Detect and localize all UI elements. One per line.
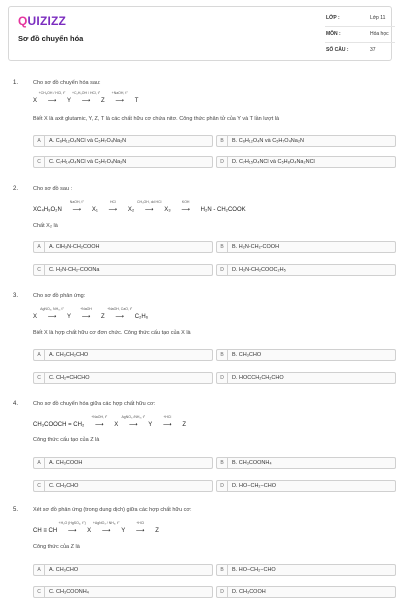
question-text: Chất X₂ là [33, 223, 58, 229]
answer-option-c[interactable] [33, 264, 213, 276]
option-text: B. CH₃COONH₄ [232, 460, 272, 466]
reaction-condition: +NaOH, t° [111, 91, 128, 95]
reaction-arrow: +C₂H₅OH / HCl, t° ⟶ [71, 97, 101, 104]
reaction-arrow: +NaOH, CaO, t° ⟶ [105, 313, 135, 320]
reaction-arrow: +NaOH, t° ⟶ [84, 421, 114, 428]
scheme-product: X [87, 528, 92, 534]
reaction-condition: +CH₃OH / HCl, t° [38, 91, 66, 95]
option-letter: B [217, 242, 228, 252]
scheme-product: X [114, 422, 119, 428]
option-letter: C [34, 481, 45, 491]
option-letter: C [34, 373, 45, 383]
option-text: B. H₂N-CH₂-COOH [232, 244, 280, 250]
question-number: 5. [13, 507, 19, 513]
option-text: A. CH₃CHO [49, 567, 79, 573]
option-letter: D [217, 373, 228, 383]
answer-option-b[interactable] [216, 457, 396, 469]
option-text: D. HO−CH₂−CHO [232, 483, 277, 489]
reaction-arrow: +H₂O (HgSO₄, t°) ⟶ [57, 527, 87, 534]
reaction-scheme [33, 415, 186, 428]
option-letter: D [217, 265, 228, 275]
reaction-arrow: +HCl ⟶ [125, 527, 155, 534]
answer-option-d[interactable] [216, 264, 396, 276]
option-text: A. CH₃CH₂CHO [49, 352, 89, 358]
question-number: 2. [13, 186, 19, 192]
option-letter: D [217, 157, 228, 167]
option-letter: A [34, 242, 45, 252]
reaction-arrow: NaOH, t° ⟶ [62, 206, 92, 213]
reaction-condition: +NaOH, t° [91, 415, 108, 419]
option-text: C. CH₃COONH₄ [49, 589, 89, 595]
answer-option-a[interactable] [33, 241, 213, 253]
option-letter: D [217, 481, 228, 491]
option-letter: D [217, 587, 228, 597]
answer-option-c[interactable] [33, 156, 213, 168]
reaction-condition: AgNO₃ /NH₃, t° [121, 415, 146, 419]
scheme-start: XC₄H₉O₂N [33, 207, 62, 213]
option-letter: C [34, 265, 45, 275]
quizizz-logo: QUIZIZZ [18, 14, 67, 28]
reaction-condition: +NaOH, CaO, t° [107, 307, 133, 311]
question-number: 4. [13, 401, 19, 407]
answer-option-a[interactable] [33, 349, 213, 361]
reaction-scheme [33, 200, 246, 213]
reaction-condition: KOH [181, 200, 190, 204]
scheme-start: CH₃COOCH = CH₂ [33, 422, 85, 428]
option-letter: A [34, 458, 45, 468]
question-text: Biết X là axit glutamic, Y, Z, T là các chất hữu cơ chứa nitơ. Công thức phân tử của Y và T lần lượt là [33, 116, 280, 122]
reaction-arrow: AgNO₃, NH₃, t° ⟶ [37, 313, 67, 320]
reaction-arrow: +CH₃OH / HCl, t° ⟶ [37, 97, 67, 104]
question-number: 1. [13, 80, 19, 86]
scheme-product: Y [148, 422, 153, 428]
scheme-product: Y [67, 98, 72, 104]
worksheet-header [8, 6, 392, 61]
answer-option-b[interactable] [216, 349, 396, 361]
scheme-product: Y [67, 314, 72, 320]
answer-option-d[interactable] [216, 156, 396, 168]
option-text: A. CH₃COOH [49, 460, 83, 466]
page-title: Sơ đồ chuyển hóa [18, 34, 84, 43]
question-prompt: Cho sơ đồ chuyển hóa sau: [33, 80, 101, 86]
option-letter: B [217, 136, 228, 146]
answer-option-a[interactable] [33, 457, 213, 469]
reaction-condition: +C₂H₅OH / HCl, t° [71, 91, 101, 95]
question-text: Công thức cấu tạo của Z là [33, 437, 100, 443]
option-text: A. ClH₃N-CH₂COOH [49, 244, 100, 250]
scheme-product: Z [155, 528, 159, 534]
scheme-product: Z [182, 422, 186, 428]
reaction-condition: NaOH, t° [69, 200, 84, 204]
option-letter: A [34, 136, 45, 146]
scheme-product: X₃ [164, 207, 171, 213]
reaction-scheme [33, 91, 139, 104]
reaction-condition: CH₃OH, dd HCl [137, 200, 162, 204]
subject-label: MÔN : [326, 31, 341, 37]
question-prompt: Xét sơ đồ phản ứng (trong dung dịch) giữa các hợp chất hữu cơ: [33, 507, 192, 513]
option-letter: C [34, 157, 45, 167]
question-text: Công thức của Z là [33, 544, 80, 550]
option-text: D. H₂N-CH₂COOC₂H₅ [232, 267, 286, 273]
reaction-condition: +H₂O (HgSO₄, t°) [58, 521, 86, 525]
question-count-value: 37 [370, 47, 376, 53]
scheme-start: CH ≡ CH [33, 528, 58, 534]
reaction-arrow: AgNO₃ /NH₃, t° ⟶ [118, 421, 148, 428]
option-text: D. C₇H₁₅O₄NCl và C₅H₈O₄Na₂NCl [232, 159, 315, 165]
question-count-label: SỐ CÂU : [326, 47, 349, 53]
scheme-product: X₁ [91, 207, 98, 213]
question-number: 3. [13, 293, 19, 299]
question-text: Biết X là hợp chất hữu cơ đơn chức. Công thức cấu tạo của X là [33, 330, 191, 336]
reaction-scheme [33, 521, 159, 534]
reaction-arrow: +NaOH, t° ⟶ [105, 97, 135, 104]
reaction-condition: +NaOH [80, 307, 92, 311]
option-letter: A [34, 350, 45, 360]
reaction-condition: AgNO₃, NH₃, t° [40, 307, 64, 311]
scheme-product: X₂ [127, 207, 135, 213]
option-text: B. HO−CH₂−CHO [232, 567, 276, 573]
option-text: C. CH₂=CHCHO [49, 375, 90, 381]
reaction-condition: +AgNO₃ / NH₃, t° [92, 521, 120, 525]
option-letter: A [34, 565, 45, 575]
option-letter: B [217, 458, 228, 468]
answer-option-a[interactable] [33, 564, 213, 576]
option-text: C. H₂N-CH₂-COONa [49, 267, 100, 273]
option-letter: B [217, 350, 228, 360]
option-text: C. CH₃CHO [49, 483, 79, 489]
reaction-scheme [33, 307, 149, 320]
scheme-start: X [33, 314, 38, 320]
grade-label: LỚP : [326, 15, 340, 21]
answer-option-b[interactable] [216, 135, 396, 147]
answer-option-c[interactable] [33, 586, 213, 598]
option-text: D. HOCCH₂CH₂CHO [232, 375, 284, 381]
scheme-start: X [33, 98, 38, 104]
scheme-product: H₂N - CH₂COOK [200, 207, 246, 213]
option-text: C. C₇H₁₄O₄NCl và C₅H₇O₄Na₂N [49, 159, 127, 165]
option-letter: B [217, 565, 228, 575]
answer-option-b[interactable] [216, 241, 396, 253]
question-prompt: Cho sơ đồ phản ứng: [33, 293, 86, 299]
divider [325, 26, 395, 27]
divider [325, 42, 395, 43]
answer-option-c[interactable] [33, 480, 213, 492]
reaction-condition: +HCl [136, 521, 145, 525]
question-prompt: Cho sơ đồ sau : [33, 186, 73, 192]
answer-option-d[interactable] [216, 372, 396, 384]
grade-value: Lớp 11 [370, 15, 386, 21]
scheme-product: T [134, 98, 139, 104]
scheme-product: C₂H₆ [134, 314, 149, 320]
option-text: B. C₆H₁₂O₄N và C₅H₇O₄Na₂N [232, 138, 304, 144]
option-text: A. C₆H₁₂O₄NCl và C₅H₇O₄Na₂N [49, 138, 127, 144]
answer-option-c[interactable] [33, 372, 213, 384]
option-text: B. CH₃CHO [232, 352, 262, 358]
subject-value: Hóa học [370, 31, 389, 37]
reaction-condition: HCl [109, 200, 116, 204]
answer-option-d[interactable] [216, 586, 396, 598]
scheme-product: Z [101, 314, 105, 320]
scheme-product: Z [101, 98, 105, 104]
reaction-condition: +HCl [163, 415, 172, 419]
option-text: D. CH₃COOH [232, 589, 266, 595]
answer-option-b[interactable] [216, 564, 396, 576]
scheme-product: Y [121, 528, 126, 534]
answer-option-a[interactable] [33, 135, 213, 147]
reaction-arrow: KOH ⟶ [171, 206, 201, 213]
reaction-arrow: +HCl ⟶ [152, 421, 182, 428]
reaction-arrow: HCl ⟶ [98, 206, 128, 213]
answer-option-d[interactable] [216, 480, 396, 492]
reaction-arrow: CH₃OH, dd HCl ⟶ [134, 206, 164, 213]
option-letter: C [34, 587, 45, 597]
reaction-arrow: +AgNO₃ / NH₃, t° ⟶ [91, 527, 121, 534]
question-prompt: Cho sơ đồ chuyển hóa giữa các hợp chất hữu cơ: [33, 401, 156, 407]
reaction-arrow: +NaOH ⟶ [71, 313, 101, 320]
